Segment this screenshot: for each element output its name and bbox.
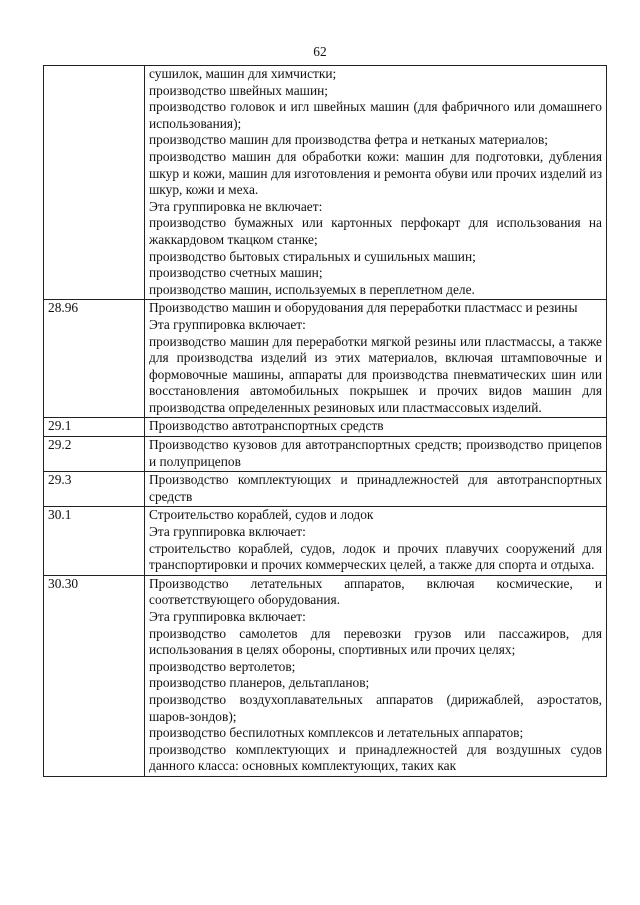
table-row (44, 507, 607, 575)
description-line: производство самолетов для перевозки грузов или пассажиров, для использования в целях обороны, спортивных или прочих целях; (149, 625, 602, 658)
classification-description (145, 418, 607, 437)
classification-code: 29.2 (44, 437, 145, 472)
classification-code (44, 66, 145, 300)
classification-code: 28.96 (44, 300, 145, 418)
table-row (44, 66, 607, 300)
description-line: Производство автотранспортных средств (149, 418, 384, 434)
description-line: Эта группировка включает: (149, 609, 306, 624)
description-line: производство машин для обработки кожи: машин для подготовки, дубления шкур и кожи, машин для изготовления и ремонта обуви или прочих изделий из шкур, кожи и меха. (149, 148, 602, 198)
classification-table (43, 65, 607, 777)
description-line: Производство летательных аппаратов, включая космические, и соответствующего оборудования. (149, 575, 602, 608)
table-row (44, 437, 607, 472)
table-body (44, 66, 607, 777)
classification-description (145, 66, 607, 300)
description-line: производство машин для переработки мягкой резины или пластмассы, а также для производства изделий из этих материалов, включая штамповочные и формовочные машины, аппараты для производства пневматических шин или восстановления автомобильных покрышек и прочих видов машин для производства определенных резиновых или пластмассовых изделий. (149, 333, 602, 415)
description-line: Эта группировка включает: (149, 316, 306, 332)
description-line: строительство кораблей, судов, лодок и прочих плавучих сооружений для транспортировки и прочих коммерческих целей, а также для спорта и отдыха. (149, 540, 602, 573)
table-row (44, 575, 607, 776)
table-row (44, 418, 607, 437)
description-line: производство машин для производства фетра и нетканых материалов; (149, 132, 549, 148)
table-row (44, 300, 607, 418)
classification-description (145, 437, 607, 472)
classification-code: 29.1 (44, 418, 145, 437)
description-line: Производство кузовов для автотранспортных средств; производство прицепов и полуприцепов (149, 437, 602, 469)
page-number: 62 (313, 44, 327, 59)
description-line: производство швейных машин; (149, 82, 328, 98)
description-line: производство головок и игл швейных машин (для фабричного или домашнего использования); (149, 99, 602, 131)
description-line: Производство машин и оборудования для переработки пластмасс и резины (149, 300, 578, 316)
description-line: производство машин, используемых в переплетном деле. (149, 281, 475, 297)
classification-code: 30.1 (44, 507, 145, 575)
description-line: Строительство кораблей, судов и лодок (149, 507, 374, 523)
description-line: производство планеров, дельтапланов; (149, 675, 370, 691)
classification-description (145, 575, 607, 776)
description-line: производство воздухоплавательных аппаратов (дирижаблей, аэростатов, шаров-зондов); (149, 691, 602, 724)
classification-description (145, 507, 607, 575)
table-row (44, 472, 607, 507)
description-line: производство бумажных или картонных перфокарт для использования на жаккардовом ткацком станке; (149, 215, 602, 247)
description-line: производство беспилотных комплексов и летательных аппаратов; (149, 725, 524, 741)
classification-description (145, 300, 607, 418)
description-line: производство вертолетов; (149, 658, 296, 674)
description-line: производство бытовых стиральных и сушильных машин; (149, 248, 476, 264)
classification-code: 29.3 (44, 472, 145, 507)
classification-description (145, 472, 607, 507)
description-line: Эта группировка включает: (149, 524, 306, 540)
description-line: Эта группировка не включает: (149, 198, 323, 214)
description-line: производство счетных машин; (149, 265, 323, 281)
classification-code: 30.30 (44, 575, 145, 776)
description-line: производство комплектующих и принадлежностей для воздушных судов данного класса: основных комплектующих, таких как (149, 741, 602, 774)
description-line: сушилок, машин для химчистки; (149, 66, 337, 81)
description-line: Производство комплектующих и принадлежностей для автотранспортных средств (149, 472, 602, 504)
